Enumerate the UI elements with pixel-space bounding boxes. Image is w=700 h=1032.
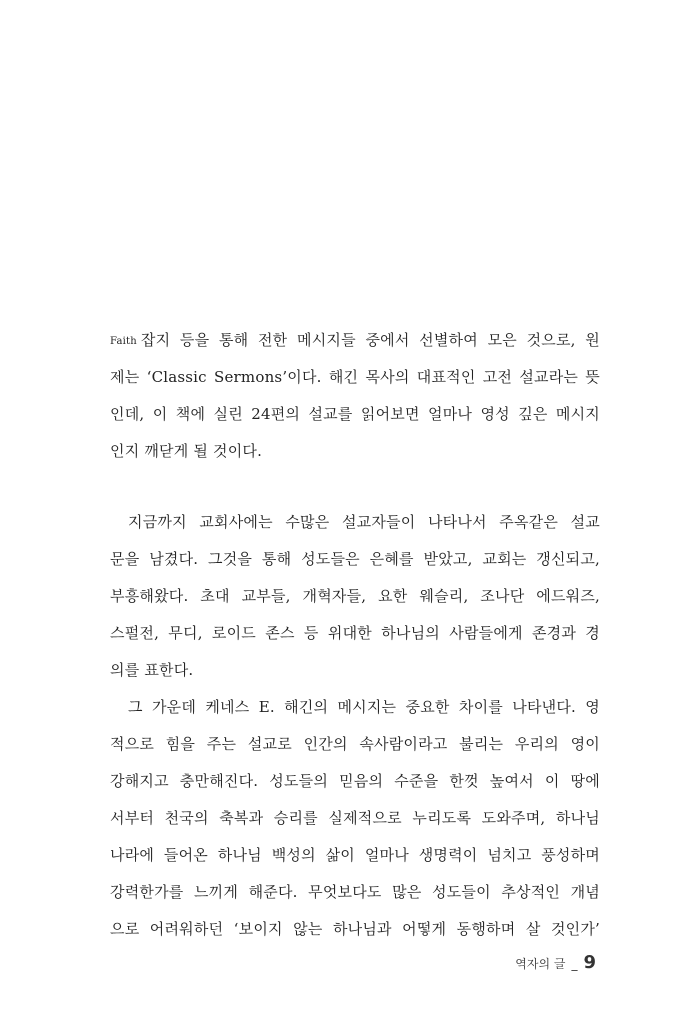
- line-text: 잡지 등을 통해 전한 메시지들 중에서 선별하여 모은 것으로, 원: [140, 331, 600, 349]
- paragraph-3-line-1: 그 가운데 케네스 E. 해긴의 메시지는 중요한 차이를 나타낸다. 영: [128, 698, 600, 716]
- paragraph-2-line-1: 지금까지 교회사에는 수많은 설교자들이 나타나서 주옥같은 설교: [128, 513, 600, 531]
- paragraph-2-line-3: 부흥해왔다. 초대 교부들, 개혁자들, 요한 웨슬리, 조나단 에드워즈,: [110, 587, 600, 605]
- paragraph-3-line-2: 적으로 힘을 주는 설교로 인간의 속사람이라고 불리는 우리의 영이: [110, 735, 600, 753]
- paragraph-2-line-4: 스펄전, 무디, 로이드 존스 등 위대한 하나님의 사람들에게 존경과 경: [110, 624, 600, 642]
- body-text: [110, 322, 600, 948]
- magazine-name: Faith: [110, 336, 137, 347]
- paragraph-1-line-4: 인지 깨닫게 될 것이다.: [110, 442, 263, 460]
- paragraph-1-line-2: 제는 ‘Classic Sermons’이다. 해긴 목사의 대표적인 고전 설교라는 뜻: [110, 368, 600, 386]
- paragraph-3-line-4: 서부터 천국의 축복과 승리를 실제적으로 누리도록 도와주며, 하나님: [110, 809, 600, 827]
- paragraph-3-line-7: 으로 어려워하던 ‘보이지 않는 하나님과 어떻게 동행하며 살 것인가’: [110, 920, 600, 938]
- paragraph-1-line-1: [110, 322, 600, 359]
- page-footer: [515, 952, 596, 973]
- section-title: 역자의 글: [515, 957, 566, 971]
- paragraph-3-line-5: 나라에 들어온 하나님 백성의 삶이 얼마나 생명력이 넘치고 풍성하며: [110, 846, 600, 864]
- paragraph-3-line-6: 강력한가를 느끼게 해준다. 무엇보다도 많은 성도들이 추상적인 개념: [110, 883, 600, 901]
- paragraph-spacer: [110, 470, 600, 504]
- paragraph-2-line-2: 문을 남겼다. 그것을 통해 성도들은 은혜를 받았고, 교회는 갱신되고,: [110, 550, 600, 568]
- paragraph-2-line-5: 의를 표한다.: [110, 661, 194, 679]
- paragraph-1-line-3: 인데, 이 책에 실린 24편의 설교를 읽어보면 얼마나 영성 깊은 메시지: [110, 405, 600, 423]
- page-number: 9: [583, 952, 596, 973]
- footer-separator: _: [571, 957, 578, 971]
- paragraph-3-line-3: 강해지고 충만해진다. 성도들의 믿음의 수준을 한껏 높여서 이 땅에: [110, 772, 600, 790]
